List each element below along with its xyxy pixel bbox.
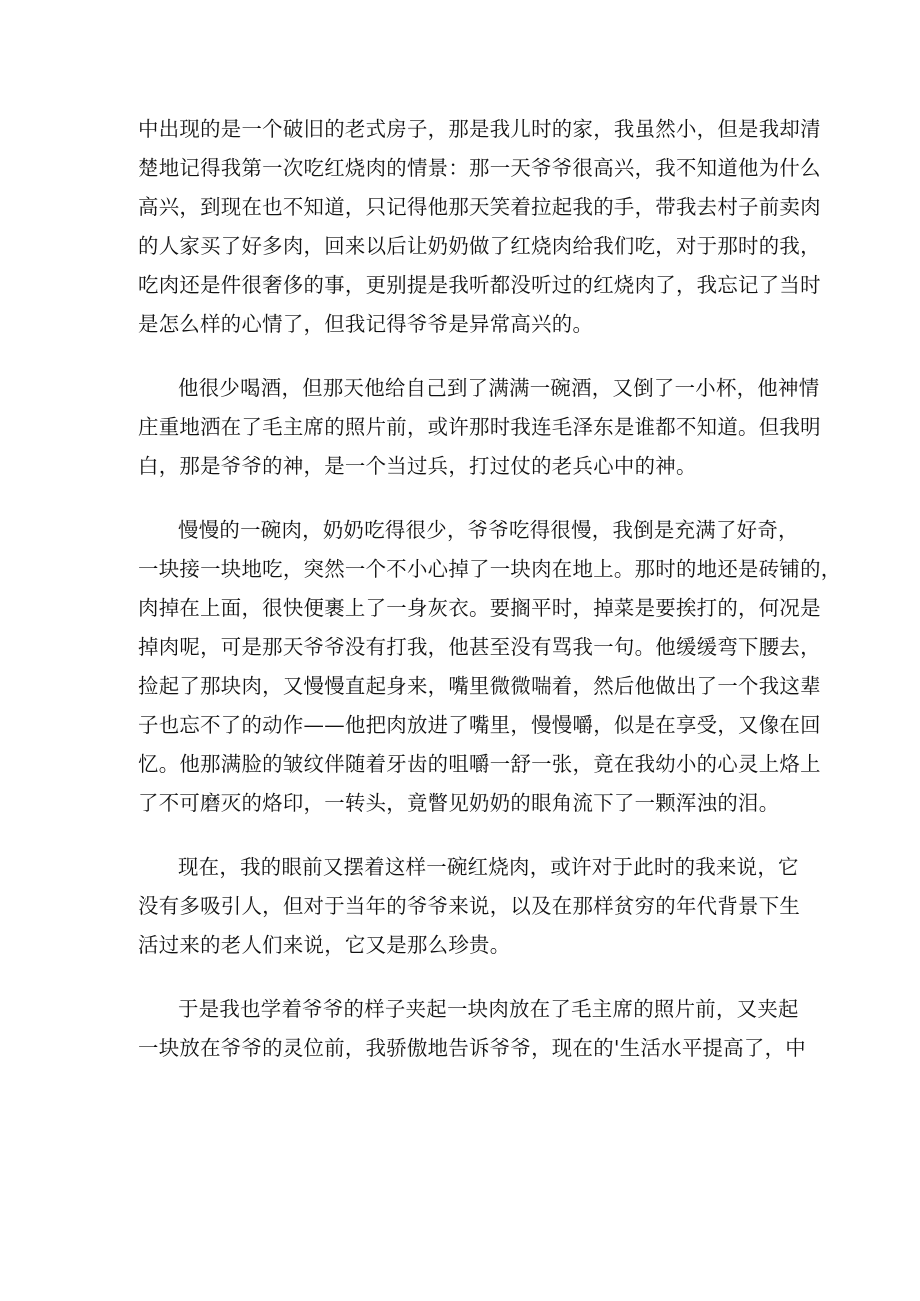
text-line: 中出现的是一个破旧的老式房子，那是我儿时的家，我虽然小，但是我却清 xyxy=(138,117,821,141)
text-line: 捡起了那块肉，又慢慢直起身来，嘴里微微喘着，然后他做出了一个我这辈 xyxy=(138,674,821,698)
text-line: 庄重地洒在了毛主席的照片前，或许那时我连毛泽东是谁都不知道。但我明 xyxy=(138,415,821,439)
paragraph xyxy=(138,511,842,823)
text-line: 白，那是爷爷的神，是一个当过兵，打过仗的老兵心中的神。 xyxy=(138,454,697,478)
text-line: 他很少喝酒，但那天他给自己到了满满一碗酒，又倒了一小杯，他神情 xyxy=(178,376,820,400)
paragraph xyxy=(138,990,807,1068)
text-line: 的人家买了好多肉，回来以后让奶奶做了红烧肉给我们吃，对于那时的我， xyxy=(138,234,821,258)
text-line: 楚地记得我第一次吃红烧肉的情景：那一天爷爷很高兴，我不知道他为什么 xyxy=(138,156,821,180)
paragraph xyxy=(138,110,821,344)
text-line: 子也忘不了的动作——他把肉放进了嘴里，慢慢嚼，似是在享受，又像在回 xyxy=(138,713,821,737)
text-line: 是怎么样的心情了，但我记得爷爷是异常高兴的。 xyxy=(138,312,594,336)
text-line: 吃肉还是件很奢侈的事，更别提是我听都没听过的红烧肉了，我忘记了当时 xyxy=(138,273,821,297)
text-line: 慢慢的一碗肉，奶奶吃得很少，爷爷吃得很慢，我倒是充满了好奇， xyxy=(178,518,799,542)
text-line: 一块放在爷爷的灵位前，我骄傲地告诉爷爷，现在的'生活水平提高了，中 xyxy=(138,1036,807,1060)
text-line: 肉掉在上面，很快便裹上了一身灰衣。要搁平时，掉菜是要挨打的，何况是 xyxy=(138,596,821,620)
text-line: 现在，我的眼前又摆着这样一碗红烧肉，或许对于此时的我来说，它 xyxy=(178,855,799,879)
text-line: 没有多吸引人，但对于当年的爷爷来说，以及在那样贫穷的年代背景下生 xyxy=(138,894,801,918)
paragraph xyxy=(138,848,801,965)
text-line: 掉肉呢，可是那天爷爷没有打我，他甚至没有骂我一句。他缓缓弯下腰去， xyxy=(138,635,821,659)
text-line: 了不可磨灭的烙印，一转头，竟瞥见奶奶的眼角流下了一颗浑浊的泪。 xyxy=(138,791,780,815)
text-line: 高兴，到现在也不知道，只记得他那天笑着拉起我的手，带我去村子前卖肉 xyxy=(138,195,821,219)
text-line: 于是我也学着爷爷的样子夹起一块肉放在了毛主席的照片前，又夹起 xyxy=(178,997,799,1021)
paragraph xyxy=(138,369,821,486)
text-line: 活过来的老人们来说，它又是那么珍贵。 xyxy=(138,933,511,957)
document-body xyxy=(138,110,842,1068)
text-line: 忆。他那满脸的皱纹伴随着牙齿的咀嚼一舒一张，竟在我幼小的心灵上烙上 xyxy=(138,752,821,776)
text-line: 一块接一块地吃，突然一个不小心掉了一块肉在地上。那时的地还是砖铺的， xyxy=(138,557,842,581)
